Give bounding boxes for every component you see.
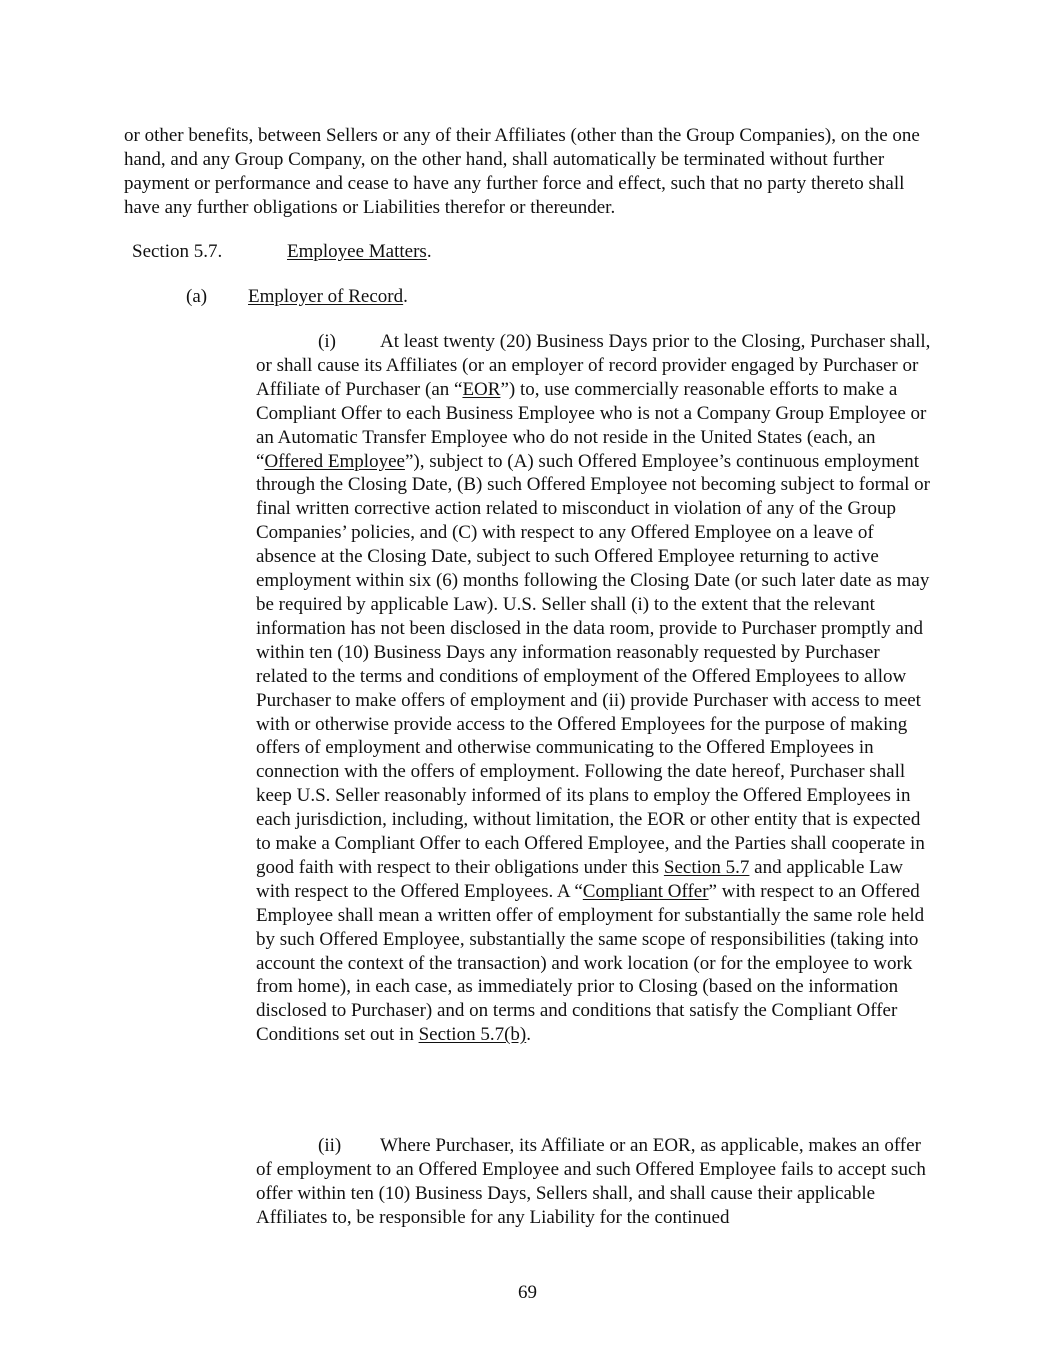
paragraph-i: [256, 330, 936, 1047]
defined-term-offered-employee: Offered Employee: [264, 450, 405, 472]
paragraph-i-text-3: ”), subject to (A) such Offered Employee’s continuous employment through the Closing Date, (B) such Offered Employee not becoming subject to formal or final written corrective action related to misconduct in violation of any of the Group Companies’ policies, and (C) with respect to any Offered Employee on a leave of absence at the Closing Date, subject to such Offered Employee returning to active employment within six (6) months following the Closing Date (or such later date as may be required by applicable Law). U.S. Seller shall (i) to the extent that the relevant information has not been disclosed in the data room, provide to Purchaser promptly and within ten (10) Business Days any information reasonably requested by Purchaser related to the terms and conditions of employment of the Offered Employees to allow Purchaser to make offers of employment and (ii) provide Purchaser with access to meet with or otherwise provide access to the Offered Employees for the purpose of making offers of employment and otherwise communicating to the Offered Employees in connection with the offers of employment. Following the date hereof, Purchaser shall keep U.S. Seller reasonably informed of its plans to employ the Offered Employees in each jurisdiction, including, without limitation, the EOR or other entity that is expected to make a Compliant Offer to each Offered Employee, and the Parties shall cooperate in good faith with respect to their obligations under this: [256, 450, 930, 878]
paragraph-i-text-5: ” with respect to an Offered Employee shall mean a written offer of employment for substantially the same role held by such Offered Employee, substantially the same scope of responsibilities (taking into account the context of the transaction) and work location (or for the employee to work from home), in each case, as immediately prior to Closing (based on the information disclosed to Purchaser) and on terms and conditions that satisfy the Compliant Offer Conditions set out in: [256, 880, 925, 1046]
subsection-title: Employer of Record: [248, 286, 404, 307]
cross-reference-section-5-7-b[interactable]: Section 5.7(b): [418, 1024, 527, 1046]
paragraph-i-text-2: ”) to, use commercially reasonable efforts to make a Compliant Offer to each Business Employee who is not a Company Group Employee or an Automatic Transfer Employee who do not reside in the United States (each, an “: [256, 378, 927, 472]
subsection-marker: (a): [186, 286, 208, 307]
intro-paragraph: or other benefits, between Sellers or any of their Affiliates (other than the Group Companies), on the one hand, and any Group Company, on the other hand, shall automatically be terminated without further payment or performance and cease to have any further force and effect, such that no party thereto shall have any further obligations or Liabilities therefor or thereunder.: [124, 125, 920, 218]
section-heading: [132, 240, 832, 264]
paragraph-ii: [256, 1134, 936, 1230]
paragraph-ii-text: Where Purchaser, its Affiliate or an EOR, as applicable, makes an offer of employment to an Offered Employee and such Offered Employee fails to accept such offer within ten (10) Business Days, Sellers shall, and shall cause their applicable Affiliates to, be responsible for any Liability for the continued: [256, 1135, 926, 1228]
page-number: 69: [518, 1282, 537, 1303]
subsection-heading: [186, 285, 886, 309]
paragraph-ii-marker: (ii): [318, 1135, 342, 1156]
section-number: Section 5.7.: [132, 241, 223, 262]
section-title-suffix: .: [426, 241, 432, 262]
cross-reference-section-5-7[interactable]: Section 5.7: [663, 856, 750, 878]
paragraph-i-marker: (i): [318, 331, 336, 352]
defined-term-eor: EOR: [462, 378, 501, 400]
defined-term-compliant-offer: Compliant Offer: [582, 880, 709, 902]
subsection-title-suffix: .: [403, 286, 408, 307]
paragraph-i-text-4: and applicable Law with respect to the Offered Employees. A “: [256, 856, 903, 902]
section-title: Employee Matters: [287, 241, 427, 262]
paragraph-i-text-1: At least twenty (20) Business Days prior to the Closing, Purchaser shall, or shall cause its Affiliates (or an employer of record provider engaged by Purchaser or Affiliate of Purchaser (an “: [256, 331, 931, 400]
paragraph-i-text-6: .: [526, 1024, 531, 1046]
